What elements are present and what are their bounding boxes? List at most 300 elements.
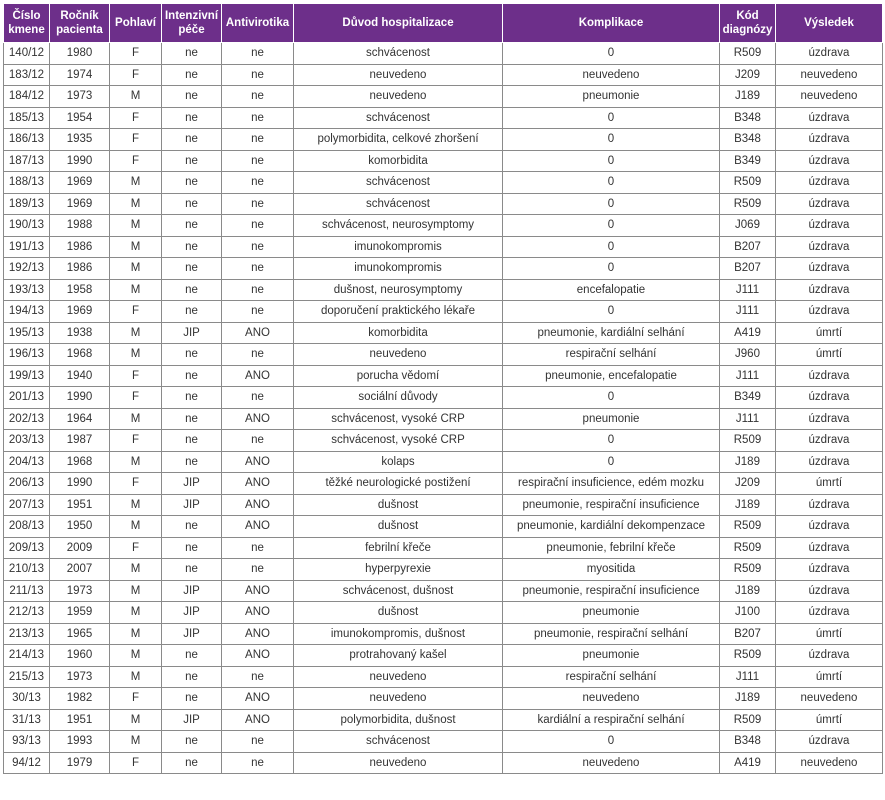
table-cell: úzdrava <box>776 451 883 473</box>
table-cell: J100 <box>720 602 776 624</box>
table-cell: ne <box>222 731 294 753</box>
table-cell: F <box>110 688 162 710</box>
table-cell: ANO <box>222 516 294 538</box>
table-cell: ne <box>162 645 222 667</box>
table-cell: ne <box>222 215 294 237</box>
column-header: Intenzivní péče <box>162 4 222 43</box>
table-cell: M <box>110 623 162 645</box>
table-cell: sociální důvody <box>294 387 503 409</box>
table-cell: ANO <box>222 451 294 473</box>
table-cell: schvácenost, dušnost <box>294 580 503 602</box>
table-cell: schvácenost, vysoké CRP <box>294 408 503 430</box>
table-cell: F <box>110 752 162 774</box>
table-cell: 184/12 <box>4 86 50 108</box>
table-cell: těžké neurologické postižení <box>294 473 503 495</box>
table-cell: ne <box>162 86 222 108</box>
table-cell: neuvedeno <box>294 86 503 108</box>
column-header: Komplikace <box>503 4 720 43</box>
table-cell: 2007 <box>50 559 110 581</box>
table-cell: ne <box>162 408 222 430</box>
table-cell: 1940 <box>50 365 110 387</box>
table-cell: 1954 <box>50 107 110 129</box>
table-cell: ANO <box>222 580 294 602</box>
table-cell: 1935 <box>50 129 110 151</box>
table-cell: 1951 <box>50 494 110 516</box>
table-cell: 207/13 <box>4 494 50 516</box>
table-cell: ne <box>162 279 222 301</box>
table-cell: 1990 <box>50 150 110 172</box>
table-cell: ANO <box>222 473 294 495</box>
table-cell: B349 <box>720 150 776 172</box>
table-cell: 0 <box>503 301 720 323</box>
table-cell: úmrtí <box>776 623 883 645</box>
table-cell: polymorbidita, celkové zhoršení <box>294 129 503 151</box>
table-cell: 186/13 <box>4 129 50 151</box>
table-cell: úzdrava <box>776 215 883 237</box>
table-cell: F <box>110 64 162 86</box>
table-cell: schvácenost <box>294 193 503 215</box>
table-row <box>4 107 883 129</box>
table-cell: 1938 <box>50 322 110 344</box>
table-cell: JIP <box>162 322 222 344</box>
table-row <box>4 86 883 108</box>
table-row <box>4 322 883 344</box>
table-cell: úmrtí <box>776 473 883 495</box>
table-cell: R509 <box>720 430 776 452</box>
table-cell: 0 <box>503 258 720 280</box>
table-cell: kardiální a respirační selhání <box>503 709 720 731</box>
table-cell: 0 <box>503 387 720 409</box>
table-cell: 1969 <box>50 193 110 215</box>
table-cell: pneumonie, respirační selhání <box>503 623 720 645</box>
table-cell: úzdrava <box>776 193 883 215</box>
table-cell: ne <box>222 301 294 323</box>
table-cell: 94/12 <box>4 752 50 774</box>
table-cell: F <box>110 365 162 387</box>
table-cell: 1973 <box>50 666 110 688</box>
table-cell: 0 <box>503 236 720 258</box>
table-cell: ne <box>222 86 294 108</box>
table-cell: pneumonie <box>503 86 720 108</box>
table-cell: ne <box>162 430 222 452</box>
table-row <box>4 623 883 645</box>
table-cell: 1965 <box>50 623 110 645</box>
table-cell: neuvedeno <box>294 64 503 86</box>
table-cell: úzdrava <box>776 107 883 129</box>
table-cell: ne <box>162 64 222 86</box>
table-cell: 0 <box>503 193 720 215</box>
table-cell: ne <box>222 430 294 452</box>
table-cell: M <box>110 215 162 237</box>
table-cell: úzdrava <box>776 537 883 559</box>
hospitalization-table <box>3 3 883 774</box>
column-header: Antivirotika <box>222 4 294 43</box>
table-cell: ne <box>162 344 222 366</box>
table-cell: ne <box>222 236 294 258</box>
table-cell: 209/13 <box>4 537 50 559</box>
table-cell: ne <box>162 172 222 194</box>
table-cell: neuvedeno <box>776 688 883 710</box>
table-cell: F <box>110 473 162 495</box>
table-cell: 0 <box>503 451 720 473</box>
column-header: Důvod hospitalizace <box>294 4 503 43</box>
table-cell: komorbidita <box>294 150 503 172</box>
table-cell: 185/13 <box>4 107 50 129</box>
table-cell: ANO <box>222 645 294 667</box>
table-cell: F <box>110 430 162 452</box>
table-cell: ne <box>222 387 294 409</box>
table-cell: úzdrava <box>776 516 883 538</box>
table-cell: úzdrava <box>776 645 883 667</box>
table-cell: J111 <box>720 666 776 688</box>
table-cell: imunokompromis <box>294 258 503 280</box>
table-cell: J209 <box>720 64 776 86</box>
table-cell: úzdrava <box>776 494 883 516</box>
table-cell: ne <box>162 258 222 280</box>
table-row <box>4 537 883 559</box>
table-cell: úzdrava <box>776 365 883 387</box>
table-cell: 1990 <box>50 387 110 409</box>
table-cell: úmrtí <box>776 709 883 731</box>
table-cell: 1951 <box>50 709 110 731</box>
table-cell: B348 <box>720 129 776 151</box>
table-cell: myositida <box>503 559 720 581</box>
table-row <box>4 666 883 688</box>
table-cell: úmrtí <box>776 322 883 344</box>
table-cell: neuvedeno <box>294 688 503 710</box>
table-cell: R509 <box>720 516 776 538</box>
table-cell: ANO <box>222 602 294 624</box>
table-cell: pneumonie <box>503 408 720 430</box>
table-cell: 0 <box>503 107 720 129</box>
table-cell: R509 <box>720 537 776 559</box>
table-cell: ne <box>162 516 222 538</box>
table-cell: ne <box>162 150 222 172</box>
data-table-container <box>3 3 882 774</box>
table-cell: pneumonie, encefalopatie <box>503 365 720 387</box>
table-cell: úzdrava <box>776 580 883 602</box>
table-cell: R509 <box>720 645 776 667</box>
table-body <box>4 43 883 774</box>
table-cell: porucha vědomí <box>294 365 503 387</box>
table-row <box>4 193 883 215</box>
table-cell: JIP <box>162 473 222 495</box>
table-cell: M <box>110 193 162 215</box>
table-cell: F <box>110 43 162 65</box>
table-cell: ne <box>162 365 222 387</box>
table-cell: ne <box>162 193 222 215</box>
table-cell: 0 <box>503 731 720 753</box>
table-cell: ne <box>162 559 222 581</box>
table-cell: M <box>110 279 162 301</box>
column-header: Kód diagnózy <box>720 4 776 43</box>
table-cell: ne <box>222 193 294 215</box>
table-row <box>4 258 883 280</box>
table-cell: 1964 <box>50 408 110 430</box>
table-row <box>4 387 883 409</box>
table-cell: J960 <box>720 344 776 366</box>
table-cell: úzdrava <box>776 430 883 452</box>
table-cell: M <box>110 709 162 731</box>
table-cell: ne <box>222 43 294 65</box>
table-cell: F <box>110 301 162 323</box>
table-cell: M <box>110 666 162 688</box>
table-cell: ANO <box>222 322 294 344</box>
table-cell: R509 <box>720 193 776 215</box>
table-cell: 0 <box>503 43 720 65</box>
table-row <box>4 215 883 237</box>
table-cell: pneumonie, kardiální dekompenzace <box>503 516 720 538</box>
table-cell: J111 <box>720 408 776 430</box>
table-cell: B348 <box>720 107 776 129</box>
table-cell: 2009 <box>50 537 110 559</box>
table-cell: M <box>110 451 162 473</box>
table-cell: pneumonie, respirační insuficience <box>503 494 720 516</box>
table-cell: M <box>110 172 162 194</box>
table-cell: úzdrava <box>776 408 883 430</box>
table-cell: M <box>110 344 162 366</box>
table-cell: 193/13 <box>4 279 50 301</box>
table-cell: F <box>110 537 162 559</box>
table-cell: J189 <box>720 688 776 710</box>
table-cell: ne <box>222 258 294 280</box>
table-cell: 1993 <box>50 731 110 753</box>
table-row <box>4 559 883 581</box>
table-row <box>4 688 883 710</box>
table-cell: úzdrava <box>776 301 883 323</box>
table-cell: neuvedeno <box>776 64 883 86</box>
table-cell: 140/12 <box>4 43 50 65</box>
table-cell: polymorbidita, dušnost <box>294 709 503 731</box>
table-cell: 1974 <box>50 64 110 86</box>
table-cell: 196/13 <box>4 344 50 366</box>
table-cell: úzdrava <box>776 129 883 151</box>
table-cell: B207 <box>720 236 776 258</box>
table-cell: 1979 <box>50 752 110 774</box>
table-cell: 195/13 <box>4 322 50 344</box>
table-cell: pneumonie, respirační insuficience <box>503 580 720 602</box>
table-cell: J189 <box>720 451 776 473</box>
table-cell: M <box>110 494 162 516</box>
table-cell: neuvedeno <box>503 688 720 710</box>
table-cell: A419 <box>720 322 776 344</box>
table-cell: ne <box>162 236 222 258</box>
table-row <box>4 494 883 516</box>
table-cell: J111 <box>720 365 776 387</box>
table-cell: M <box>110 516 162 538</box>
table-cell: úzdrava <box>776 602 883 624</box>
column-header: Pohlaví <box>110 4 162 43</box>
table-cell: M <box>110 645 162 667</box>
table-cell: B207 <box>720 258 776 280</box>
table-cell: úzdrava <box>776 172 883 194</box>
table-cell: M <box>110 236 162 258</box>
table-cell: pneumonie, kardiální selhání <box>503 322 720 344</box>
table-row <box>4 344 883 366</box>
table-cell: M <box>110 559 162 581</box>
table-cell: JIP <box>162 709 222 731</box>
table-row <box>4 752 883 774</box>
table-cell: 210/13 <box>4 559 50 581</box>
table-cell: 203/13 <box>4 430 50 452</box>
table-row <box>4 602 883 624</box>
table-cell: 214/13 <box>4 645 50 667</box>
table-cell: neuvedeno <box>294 752 503 774</box>
table-row <box>4 129 883 151</box>
table-cell: 204/13 <box>4 451 50 473</box>
table-row <box>4 408 883 430</box>
table-cell: ne <box>222 666 294 688</box>
table-cell: JIP <box>162 494 222 516</box>
table-cell: 213/13 <box>4 623 50 645</box>
table-cell: 1988 <box>50 215 110 237</box>
table-cell: 0 <box>503 172 720 194</box>
table-cell: 1969 <box>50 172 110 194</box>
table-cell: 0 <box>503 430 720 452</box>
table-cell: 31/13 <box>4 709 50 731</box>
table-cell: J111 <box>720 301 776 323</box>
table-cell: R509 <box>720 709 776 731</box>
table-cell: úmrtí <box>776 666 883 688</box>
column-header: Ročník pacienta <box>50 4 110 43</box>
table-row <box>4 451 883 473</box>
table-cell: doporučení praktického lékaře <box>294 301 503 323</box>
table-cell: F <box>110 387 162 409</box>
table-cell: ANO <box>222 709 294 731</box>
table-cell: neuvedeno <box>776 752 883 774</box>
table-cell: R509 <box>720 172 776 194</box>
table-cell: ne <box>162 387 222 409</box>
table-cell: ne <box>162 215 222 237</box>
table-cell: J069 <box>720 215 776 237</box>
table-cell: 194/13 <box>4 301 50 323</box>
table-cell: B349 <box>720 387 776 409</box>
table-cell: M <box>110 731 162 753</box>
table-cell: 215/13 <box>4 666 50 688</box>
table-cell: 1950 <box>50 516 110 538</box>
table-cell: 187/13 <box>4 150 50 172</box>
table-cell: ne <box>162 129 222 151</box>
table-cell: 1986 <box>50 236 110 258</box>
table-cell: dušnost <box>294 494 503 516</box>
table-cell: 0 <box>503 215 720 237</box>
table-cell: schvácenost <box>294 731 503 753</box>
table-cell: JIP <box>162 580 222 602</box>
table-cell: B207 <box>720 623 776 645</box>
table-row <box>4 709 883 731</box>
table-cell: pneumonie <box>503 645 720 667</box>
table-cell: ANO <box>222 365 294 387</box>
table-cell: ANO <box>222 494 294 516</box>
table-cell: neuvedeno <box>294 344 503 366</box>
table-cell: ne <box>222 64 294 86</box>
table-cell: ANO <box>222 408 294 430</box>
header-row <box>4 4 883 43</box>
table-cell: 0 <box>503 150 720 172</box>
table-cell: R509 <box>720 43 776 65</box>
table-header <box>4 4 883 43</box>
table-cell: ne <box>162 537 222 559</box>
table-cell: R509 <box>720 559 776 581</box>
table-cell: 208/13 <box>4 516 50 538</box>
table-cell: encefalopatie <box>503 279 720 301</box>
table-cell: 1987 <box>50 430 110 452</box>
table-cell: hyperpyrexie <box>294 559 503 581</box>
table-cell: F <box>110 107 162 129</box>
table-row <box>4 301 883 323</box>
table-cell: úzdrava <box>776 387 883 409</box>
table-cell: M <box>110 86 162 108</box>
table-cell: ne <box>222 344 294 366</box>
table-cell: schvácenost <box>294 107 503 129</box>
table-cell: úzdrava <box>776 150 883 172</box>
table-row <box>4 236 883 258</box>
table-cell: ne <box>162 43 222 65</box>
table-cell: 201/13 <box>4 387 50 409</box>
table-cell: úzdrava <box>776 279 883 301</box>
column-header: Výsledek <box>776 4 883 43</box>
table-cell: 1980 <box>50 43 110 65</box>
table-cell: 1960 <box>50 645 110 667</box>
table-cell: ne <box>222 129 294 151</box>
table-cell: 1973 <box>50 580 110 602</box>
table-row <box>4 473 883 495</box>
table-cell: 199/13 <box>4 365 50 387</box>
table-cell: 206/13 <box>4 473 50 495</box>
table-cell: úzdrava <box>776 258 883 280</box>
table-cell: schvácenost, neurosymptomy <box>294 215 503 237</box>
table-cell: ne <box>162 107 222 129</box>
table-cell: ne <box>222 537 294 559</box>
table-cell: 189/13 <box>4 193 50 215</box>
table-cell: JIP <box>162 602 222 624</box>
table-cell: ne <box>222 107 294 129</box>
table-cell: ANO <box>222 623 294 645</box>
table-cell: schvácenost, vysoké CRP <box>294 430 503 452</box>
table-cell: dušnost <box>294 602 503 624</box>
table-cell: J189 <box>720 580 776 602</box>
table-cell: 1958 <box>50 279 110 301</box>
table-cell: dušnost <box>294 516 503 538</box>
table-cell: respirační selhání <box>503 666 720 688</box>
table-cell: schvácenost <box>294 43 503 65</box>
table-cell: úzdrava <box>776 731 883 753</box>
table-cell: 192/13 <box>4 258 50 280</box>
column-header: Číslo kmene <box>4 4 50 43</box>
table-cell: ne <box>222 150 294 172</box>
table-cell: 183/12 <box>4 64 50 86</box>
table-cell: 191/13 <box>4 236 50 258</box>
table-cell: 1982 <box>50 688 110 710</box>
table-cell: komorbidita <box>294 322 503 344</box>
table-cell: pneumonie <box>503 602 720 624</box>
table-cell: úzdrava <box>776 559 883 581</box>
table-cell: M <box>110 322 162 344</box>
table-cell: neuvedeno <box>776 86 883 108</box>
table-cell: M <box>110 408 162 430</box>
table-cell: 1959 <box>50 602 110 624</box>
table-cell: pneumonie, febrilní křeče <box>503 537 720 559</box>
table-cell: 30/13 <box>4 688 50 710</box>
table-cell: 1986 <box>50 258 110 280</box>
table-cell: 190/13 <box>4 215 50 237</box>
table-cell: 1990 <box>50 473 110 495</box>
table-cell: ne <box>162 688 222 710</box>
table-cell: 1969 <box>50 301 110 323</box>
table-cell: ne <box>222 172 294 194</box>
table-row <box>4 150 883 172</box>
table-row <box>4 580 883 602</box>
